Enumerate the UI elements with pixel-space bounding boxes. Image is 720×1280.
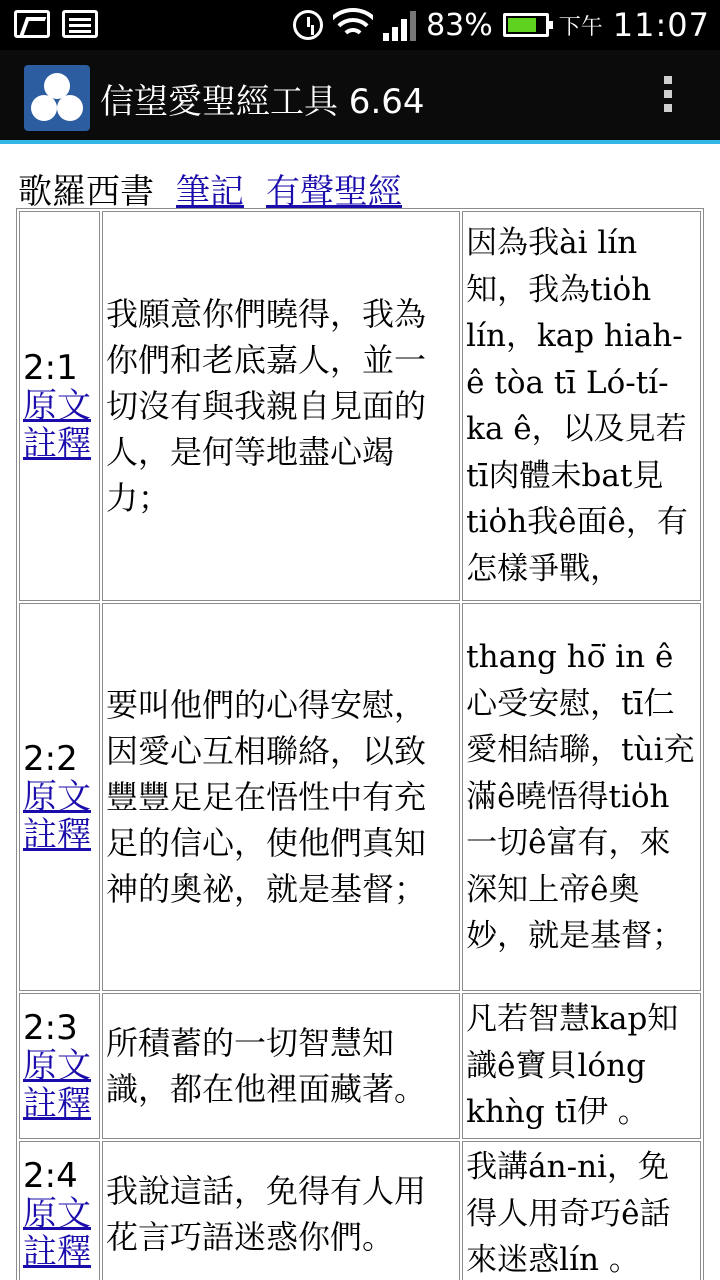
commentary-link[interactable]: 註釋 xyxy=(23,424,91,464)
audio-bible-link[interactable]: 有聲聖經 xyxy=(266,172,402,212)
app-logo-icon[interactable] xyxy=(24,65,90,131)
chinese-verse-text: 要叫他們的心得安慰，因愛心互相聯絡，以致豐豐足足在悟性中有充足的信心，使他們真知神的奧祕，就是基督； xyxy=(102,603,460,991)
status-bar xyxy=(0,0,720,50)
status-indicators xyxy=(293,4,710,46)
alarm-icon xyxy=(293,10,323,40)
chinese-verse-text: 我說這話，免得有人用花言巧語迷惑你們。 xyxy=(102,1141,460,1280)
notes-link[interactable]: 筆記 xyxy=(176,172,244,212)
original-text-link[interactable]: 原文 xyxy=(23,1194,91,1234)
chinese-verse-text: 所積蓄的一切智慧知識，都在他裡面藏著。 xyxy=(102,993,460,1139)
table-row xyxy=(19,603,701,991)
table-row xyxy=(19,211,701,601)
notification-icons xyxy=(14,10,98,38)
verse-ref-cell xyxy=(19,211,100,601)
taiwanese-verse-text: 凡若智慧kap知識ê寶貝lóng khǹg tī伊 。 xyxy=(462,993,701,1139)
book-name: 歌羅西書 xyxy=(18,172,154,212)
table-row xyxy=(19,993,701,1139)
wifi-icon xyxy=(333,8,373,42)
commentary-link[interactable]: 註釋 xyxy=(23,1084,91,1124)
verse-number: 2:2 xyxy=(23,739,78,779)
verse-number: 2:3 xyxy=(23,1008,78,1048)
taiwanese-verse-text: thang hō͘ in ê心受安慰，tī仁愛相結聯，tùi充滿ê曉悟得tio̍h一切ê富有，來深知上帝ê奧妙，就是基督； xyxy=(462,603,701,991)
message-notification-icon xyxy=(14,10,50,38)
verse-ref-cell xyxy=(19,1141,100,1280)
original-text-link[interactable]: 原文 xyxy=(23,386,91,426)
commentary-link[interactable]: 註釋 xyxy=(23,1232,91,1272)
battery-icon xyxy=(503,13,549,37)
taiwanese-verse-text: 因為我ài lín知，我為tio̍h lín，kap hiah-ê tòa tī Ló-tí-ka ê，以及見若tī肉體未bat見tio̍h我ê面ê，有怎樣爭戰， xyxy=(462,211,701,601)
chinese-verse-text: 我願意你們曉得，我為你們和老底嘉人，並一切沒有與我親自見面的人，是何等地盡心竭力； xyxy=(102,211,460,601)
cell-signal-icon xyxy=(383,9,416,41)
verse-ref-cell xyxy=(19,993,100,1139)
original-text-link[interactable]: 原文 xyxy=(23,777,91,817)
taiwanese-verse-text: 我講án-ni，免得人用奇巧ê話來迷惑lín 。 xyxy=(462,1141,701,1280)
overflow-menu-icon[interactable] xyxy=(662,76,674,120)
verse-number: 2:1 xyxy=(23,348,78,388)
verse-number: 2:4 xyxy=(23,1156,78,1196)
action-bar xyxy=(0,50,720,144)
app-title: 信望愛聖經工具 6.64 xyxy=(100,82,425,122)
verse-ref-cell xyxy=(19,603,100,991)
table-row xyxy=(19,1141,701,1280)
time-ampm: 下午 xyxy=(558,14,603,40)
chapter-header xyxy=(18,164,402,213)
news-notification-icon xyxy=(62,10,98,38)
commentary-link[interactable]: 註釋 xyxy=(23,815,91,855)
bible-content xyxy=(0,144,720,1280)
battery-percent: 83% xyxy=(426,7,493,43)
clock: 11:07 xyxy=(612,6,710,44)
original-text-link[interactable]: 原文 xyxy=(23,1046,91,1086)
verse-table xyxy=(16,208,704,1280)
